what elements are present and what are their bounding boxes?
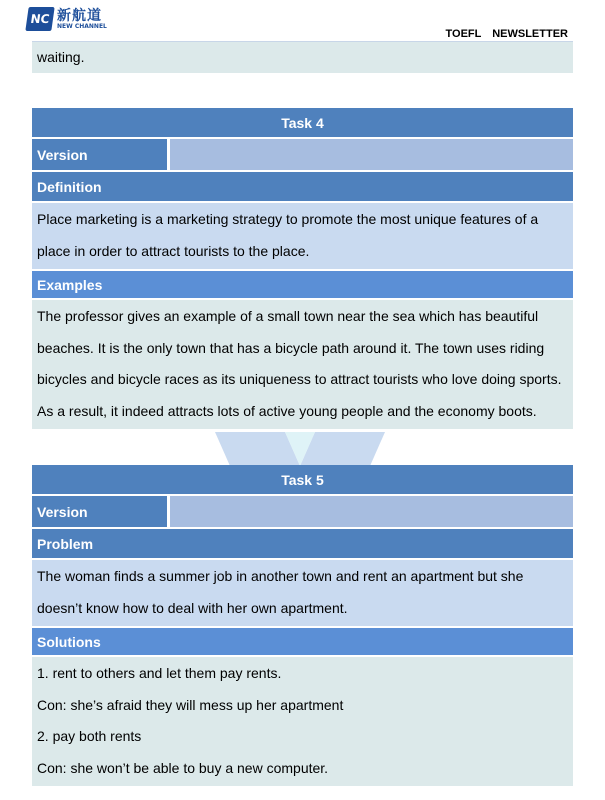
- task4-examples-label: Examples: [32, 269, 573, 300]
- task5-version-value: [170, 496, 573, 527]
- solution-line: 2. pay both rents: [37, 728, 142, 744]
- examples-line: bicycles and bicycle races as its uniqueness to attract tourists who love doing sports.: [37, 371, 562, 387]
- task4-title: Task 4: [32, 108, 573, 139]
- solution-line: Con: she won’t be able to buy a new computer.: [37, 759, 329, 776]
- definition-line: Place marketing is a marketing strategy to promote the most unique features of a: [37, 211, 539, 227]
- logo-mark: NC: [25, 7, 54, 31]
- fragment-text: waiting.: [32, 42, 573, 73]
- task5-solutions-label: Solutions: [32, 626, 573, 657]
- chevron-down-icon: [215, 432, 385, 466]
- task5-solutions-text: [32, 657, 573, 786]
- solution-line: Con: she’s afraid they will mess up her apartment: [37, 696, 344, 713]
- task4-definition-text: [32, 203, 573, 269]
- logo-chinese-name: 新航道: [57, 7, 102, 24]
- examples-line: The professor gives an example of a small town near the sea which has beautiful: [37, 308, 539, 324]
- problem-line: The woman finds a summer job in another town and rent an apartment but she: [37, 568, 524, 584]
- previous-section-fragment: [32, 42, 573, 73]
- task5-version-label: Version: [32, 496, 170, 527]
- task4-definition-label: Definition: [32, 172, 573, 203]
- definition-line: place in order to attract tourists to the place.: [37, 242, 310, 259]
- logo-text: [57, 9, 107, 30]
- task5-version-row: [32, 496, 573, 529]
- newsletter-header: TOEFL NEWSLETTER: [445, 28, 568, 40]
- examples-line: As a result, it indeed attracts lots of active young people and the economy boots.: [37, 402, 537, 419]
- task4-examples-text: [32, 300, 573, 429]
- logo: [27, 6, 107, 32]
- task5-table: [32, 465, 573, 786]
- task4-table: [32, 108, 573, 429]
- task4-version-value: [170, 139, 573, 170]
- task5-problem-label: Problem: [32, 529, 573, 560]
- task4-version-label: Version: [32, 139, 170, 170]
- logo-english-name: NEW CHANNEL: [57, 22, 107, 30]
- solution-line: 1. rent to others and let them pay rents.: [37, 665, 282, 681]
- problem-line: doesn’t know how to deal with her own apartment.: [37, 599, 348, 616]
- task5-problem-text: [32, 560, 573, 626]
- task4-version-row: [32, 139, 573, 172]
- task5-title: Task 5: [32, 465, 573, 496]
- examples-line: beaches. It is the only town that has a bicycle path around it. The town uses riding: [37, 339, 545, 356]
